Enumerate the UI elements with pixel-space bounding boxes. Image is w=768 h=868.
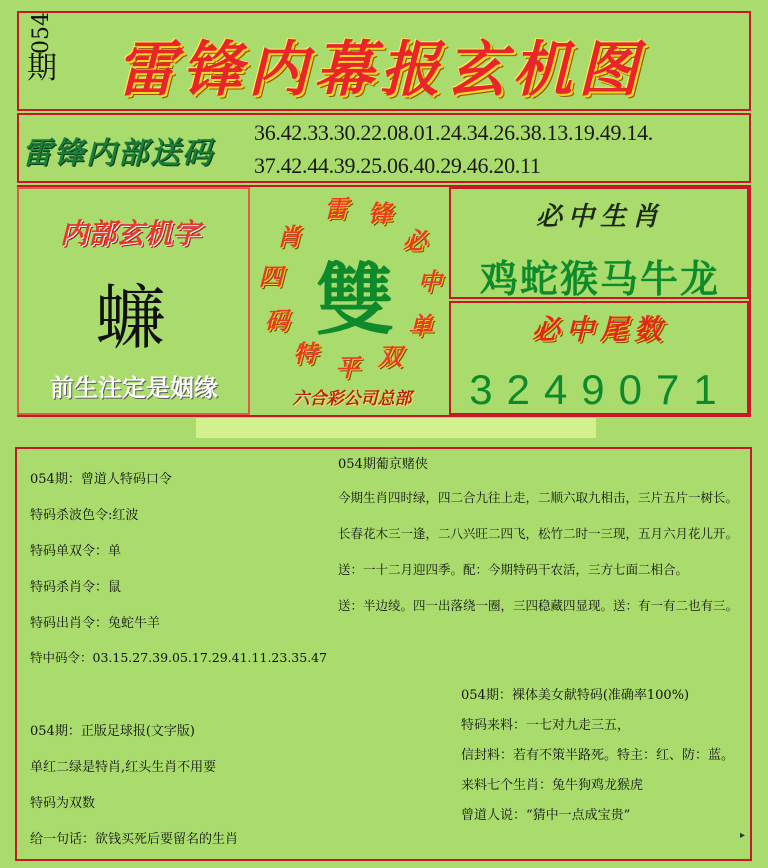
tip-line: 曾道人说：“猜中一点成宝贵” (461, 808, 631, 823)
ring-char: 雷 (324, 194, 349, 224)
ring-char: 肖 (276, 221, 301, 251)
poem-line: 长春花木三一逢，二八兴旺二四飞，松竹二时一三现，五月六月花儿开。 (338, 526, 739, 541)
divider-band (196, 418, 596, 438)
poem-line: 送：半边绫。四一出落绕一圈，三四稳藏四显现。送：有一有二也有三。 (338, 598, 739, 613)
issue-number (22, 12, 62, 86)
page-title: 雷锋内幕报玄机图 (116, 35, 644, 105)
football-line: 单红二绿是特肖,红头生肖不用要 (30, 760, 217, 775)
ring-char: 码 (264, 305, 289, 335)
corner-arrow-icon: ▸ (740, 830, 746, 841)
cmd-line: 特码出肖令：兔蛇牛羊 (30, 616, 161, 631)
tail-label: 必中尾数 (531, 313, 668, 346)
company-label: 六合彩公司总部 (292, 389, 412, 409)
football-line: 给一句话：欲钱买死后要留名的生肖 (30, 832, 239, 847)
tip-line: 信封料：若有不策半路死。特主：红、防：蓝。 (461, 748, 735, 763)
tip-line: 054期：裸体美女献特码(准确率100%) (461, 688, 690, 703)
cmd-line: 特码杀肖令：鼠 (30, 580, 122, 595)
xuanji-character: 蠊 (95, 277, 165, 359)
ring-char: 特 (293, 339, 318, 369)
tail-value: 3249071 (469, 366, 731, 413)
cmd-line: 特码杀波色令:红波 (30, 508, 139, 523)
zodiac-value: 鸡蛇猴马牛龙 (479, 256, 720, 301)
tip-line: 特码来料：一七对九走三五， (461, 718, 631, 733)
ring-char: 中 (417, 267, 442, 297)
zodiac-label: 必中生肖 (535, 202, 664, 232)
ring-char: 必 (402, 225, 427, 255)
cmd-line: 特码单双令：单 (30, 544, 122, 559)
poem-line: 送：一十二月迎四季。配：今期特码干农活，三方七面二相合。 (338, 562, 689, 577)
numbers-label: 雷锋内部送码 (22, 136, 214, 171)
ring-char: 四 (258, 261, 283, 291)
ring-char: 双 (378, 342, 402, 372)
issue-suffix: 期 (27, 51, 57, 86)
ring-char: 单 (408, 310, 433, 340)
numbers-line-1: 36.42.33.30.22.08.01.24.34.26.38.13.19.49.14. (254, 120, 654, 145)
poem-line: 054期葡京赌侠 (338, 457, 428, 472)
ring-char: 锋 (367, 198, 392, 228)
issue-num: 054 (29, 12, 54, 54)
tip-line: 来料七个生肖：兔牛狗鸡龙猴虎 (461, 778, 644, 793)
cmd-line: 054期：曾道人特码口令 (30, 472, 172, 487)
numbers-line-2: 37.42.44.39.25.06.40.29.46.20.11 (254, 153, 541, 178)
cmd-line: 特中码令：03.15.27.39.05.17.29.41.11.23.35.47 (30, 650, 328, 665)
xuanji-label: 内部玄机字 (59, 217, 200, 250)
football-line: 054期：正版足球报(文字版) (30, 724, 195, 739)
poem-line: 今期生肖四时绿，四二合九往上走，二顺六取九相击，三片五片一树长。 (338, 490, 739, 505)
big-character: 雙 (315, 255, 394, 346)
football-line: 特码为双数 (30, 796, 96, 811)
xuanji-phrase: 前生注定是姻缘 (50, 373, 218, 402)
ring-char: 平 (335, 352, 360, 382)
